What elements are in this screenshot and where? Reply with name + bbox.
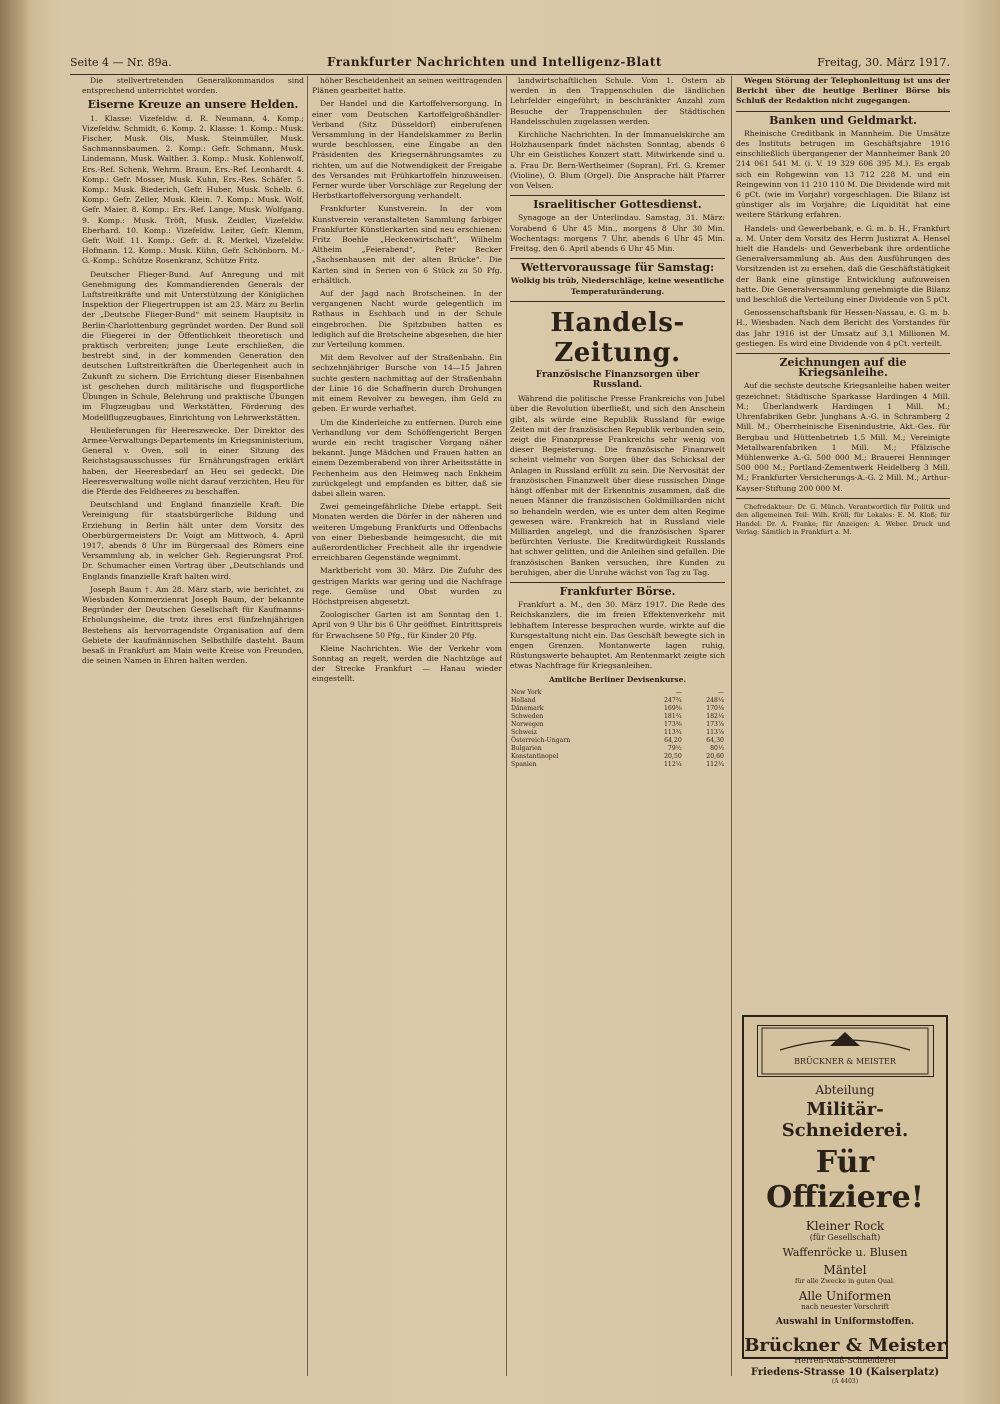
ad-line: Alle Uniformen — [798, 1289, 892, 1303]
table-row — [510, 745, 725, 753]
table-cell: Bulgarien — [511, 744, 542, 752]
table-cell: New York — [511, 688, 542, 696]
article-paragraph: Frankfurter Kunstverein. In der vom Kunstverein veranstalteten Sammlung farbiger Frankfurter Künstlerkarten sind neu erschienen: Fritz Boehle „Heckenwirtschaft“, Wilhelm Altheim „Feierabend“, Peter Becker „Sachsenhausen mit der alten Brücke“. Die Karten sind in Serien von 6 Stück zu 50 Pfg. erhältlich. — [312, 204, 502, 285]
table-cell: Konstantinopel — [511, 752, 559, 760]
weather-heading: Wettervoraussage für Samstag: — [520, 261, 715, 275]
column-rule — [506, 76, 507, 1376]
ad-address: Friedens-Strasse 10 (Kaiserplatz) — [750, 1367, 940, 1378]
section-divider — [510, 258, 725, 259]
table-cell: 170⅛ — [706, 704, 724, 712]
table-cell: 173⅜ — [663, 720, 682, 728]
ad-line: Abteilung — [815, 1083, 875, 1097]
crest-icon — [760, 1026, 930, 1076]
column-rule — [307, 76, 308, 1376]
table-cell: — — [675, 688, 682, 696]
table-cell: Holland — [511, 696, 536, 704]
column-3 — [510, 76, 725, 1376]
ad-line: Herren-Maß-Schneiderei — [794, 1356, 896, 1365]
column-rule — [731, 76, 732, 1376]
table-cell: 169⅝ — [663, 704, 682, 712]
ad-line: Auswahl in Uniformstoffen. — [775, 1317, 915, 1327]
article-paragraph: Der Handel und die Kartoffelversorgung. In einer vom Deutschen Kartoffelgroßhändler-Verband (Sitz Düsseldorf) einberufenen Versammlung in der Handelskammer zu Berlin wurde beschlossen, eine Eingabe an den Präsidenten des Kriegsernährungsamtes zu richten, um auf die Notwendigkeit der Freigabe des Versandes mit Frühkartoffeln hinzuweisen. Ferner wurde über Vorschläge zur Regelung der Herbstkartoffelversorgung verhandelt. — [312, 99, 502, 201]
article-heading: Eiserne Kreuze an unsere Helden. — [87, 98, 299, 112]
table-cell: 182¼ — [706, 712, 724, 720]
article-heading: Israelitischer Gottesdienst. — [533, 198, 702, 212]
article-paragraph: Heulieferungen für Heereszwecke. Der Direktor des Armee-Verwaltungs-Departements im Kriegsministerium, General v. Oven, soll in einer Sitzung des Reichstagsausschusses für Ernährungsfragen erklärt haben, der Heeresbedarf an Heu sei gedeckt. Die Heeresverwaltung wolle nicht darauf verzichten, Heu für die Pferde des Feldheeres zu beschaffen. — [82, 425, 304, 496]
article-paragraph: Frankfurt a. M., den 30. März 1917. Die Rede des Reichskanzlers, die im freien Effektenverkehr mit lebhaftem Interesse besprochen wurde, wirkte auf die Kursgestaltung nicht ein. Das Geschäft bewegte sich in engen Grenzen. Montanwerte lagen ruhig, Rüstungswerte behauptet. Am Rentenmarkt zeigte sich etwas Nachfrage für Kriegsanleihen. — [510, 600, 725, 671]
section-divider — [510, 301, 725, 302]
article-paragraph: Auf die sechste deutsche Kriegsanleihe haben weiter gezeichnet: Städtische Sparkasse Hardingen 4 Mill. M.; Überlandwerk Hardingen 1 Mill. M.; Uhrenfabriken Gebr. Junghans A.-G. in Schramberg 2 Mill. M.; Oberrheinische Eisenindustrie, Akt.-Ges. für Bergbau und Hüttenbetrieb 1,5 Mill. M.; Vereinigte Metallwarenfabriken 1 Mill. M.; Pfälzische Mühlenwerke A.-G. 500 000 M.; Brauerei Henninger 500 000 M.; Portland-Zementwerk Heidelberg 3 Mill. M.; Frankfurter Versicherungs-A.-G. 2 Mill. M.; Arthur-Kayser-Stiftung 200 000 M. — [736, 381, 950, 493]
column-1 — [82, 76, 304, 1376]
article-paragraph: Deutschland und England finanzielle Kraft. Die Vereinigung für staatsbürgerliche Bildung und Erziehung in Berlin hält unter dem Vorsitz des Oberbürgermeisters Dr. Voigt am Mittwoch, 4. April 1917, abends 8 Uhr im Bürgersaal des Römers eine Versammlung ab, in welcher Geh. Regierungsrat Prof. Dr. Schumacher einen Vortrag über „Deutschlands und Englands finanzielle Kraft halten wird. — [82, 500, 304, 581]
table-cell: 20,50 — [664, 752, 682, 760]
table-cell: 113⅞ — [706, 728, 724, 736]
page-header — [70, 50, 950, 75]
table-row — [510, 721, 725, 729]
article-heading: Französische Finanzsorgen über Russland. — [535, 369, 700, 391]
table-row — [510, 753, 725, 761]
article-paragraph: Handels- und Gewerbebank, e. G. m. b. H., Frankfurt a. M. Unter dem Vorsitz des Herrn Justizrat A. Hensel hielt die Handels- und Gewerbebank ihre ordentliche Generalversammlung ab. Aus den Ausführungen des Vorsitzenden ist zu ersehen, daß die Geschäftstätigkeit der Bank eine günstige Entwicklung aufzuweisen hatte. Die Generalversammlung genehmigte die Bilanz und beschloß die Verteilung einer Dividende von 5 pCt. — [736, 223, 950, 305]
ad-line: für alle Zwecke in guten Qual. — [794, 1277, 896, 1285]
article-paragraph: Während die politische Presse Frankreichs von Jubel über die Revolution überfließt, und sich den Anschein gibt, als würde eine Republik Russland für ewige Zeiten mit der französischen Republik verbunden sein, zeigt die Finanzpresse Frankreichs sehr wenig von dieser Begeisterung. Die französische Finanzwelt scheint vielmehr von Sorgen über das Schicksal der Anlagen in Russland erfüllt zu sein. Die Nervosität der französischen Finanzwelt über diese russischen Dinge hängt offenbar mit der Erkenntnis zusammen, daß die neuen Männer die französischen Goldmilliarden nicht so behandeln werden, wie es unter dem alten Regime gewesen wäre. Frankreich hat in Russland viele Milliarden angelegt, und die französischen Sparer befürchten Verluste. Die Kreditwürdigkeit Russlands hat schwer gelitten, und die Anleihen sind gefallen. Die französischen Banken versuchen, ihre Kunden zu beruhigen, aber die Unruhe wächst von Tag zu Tag. — [510, 394, 725, 577]
table-cell: Spanien — [511, 760, 537, 768]
column-4 — [736, 76, 950, 876]
article-paragraph: Genossenschaftsbank für Hessen-Nassau, e. G. m. b. H., Wiesbaden. Nach dem Bericht des Vorstandes für das Jahr 1916 ist der Umsatz auf 3,1 Millionen M. gestiegen. Es wird eine Dividende von 4 pCt. verteilt. — [736, 308, 950, 348]
article-paragraph: Marktbericht vom 30. März. Die Zufuhr des gestrigen Markts war gering und die Nachfrage rege. Gemüse und Obst wurden zu Höchstpreisen abgesetzt. — [312, 566, 502, 606]
article-paragraph: Kirchliche Nachrichten. In der Immanuelskirche am Holzhausenpark findet nächsten Sonntag, abends 6 Uhr ein Geistliches Konzert statt. Mitwirkende sind u. a. Frau Dr. Bern-Wertheimer (Sopran), Frl. G. Kremer (Violine), O. Blum (Orgel). Die Ansprache hält Pfarrer von Velsen. — [510, 130, 725, 191]
table-cell: 112¼ — [663, 760, 682, 768]
table-cell: 247¾ — [663, 696, 682, 704]
ad-code: (A 4403) — [831, 1378, 859, 1385]
table-cell: 20,60 — [706, 752, 724, 760]
table-cell: Schweiz — [511, 728, 537, 736]
article-paragraph: Mit dem Revolver auf der Straßenbahn. Ein sechzehnjähriger Bursche von 14—15 Jahren suchte gestern nachmittag auf der Straßenbahn der Linie 16 die Schaffnerin durch Drohungen mit einem Revolver zu bewegen, ihm Geld zu geben. Er wurde verhaftet. — [312, 353, 502, 414]
article-paragraph: Rheinische Creditbank in Mannheim. Die Umsätze des Instituts betrugen im Geschäftsjahre 1916 einschließlich übergangener der Mannheimer Bank 20 214 061 541 M. (i. V. 19 329 606 395 M.). Es ergab sich ein Rohgewinn von 13 712 228 M. und ein Reingewinn von 11 210 110 M. Die Dividende wird mit 6 pCt. (wie im Vorjahr) vorgeschlagen. Die Bilanz ist günstiger als im Vorjahre; die Liquidität hat eine weitere Stärkung erfahren. — [736, 128, 950, 220]
column-2 — [312, 76, 502, 1376]
page-number: Seite 4 — Nr. 89a. — [70, 55, 172, 69]
table-cell: — — [717, 688, 724, 696]
table-row — [510, 705, 725, 713]
table-cell: Österreich-Ungarn — [511, 736, 571, 744]
table-row — [510, 729, 725, 737]
ad-line: nach neuester Vorschrift — [801, 1303, 889, 1311]
masthead-title: Frankfurter Nachrichten und Intelligenz-Blatt — [326, 55, 662, 69]
notice: Wegen Störung der Telephonleitung ist uns der Bericht über die heutige Berliner Börse bis Schluß der Redaktion nicht zugegangen. — [736, 76, 950, 106]
table-cell: 80½ — [710, 744, 724, 752]
table-row — [510, 689, 725, 697]
section-divider — [736, 111, 950, 112]
table-cell: 64,20 — [664, 736, 682, 744]
binding-spine — [0, 0, 30, 1404]
table-cell: 173⅞ — [706, 720, 724, 728]
section-divider — [736, 498, 950, 499]
exchange-rate-table — [510, 689, 725, 769]
table-cell: Schweden — [511, 712, 544, 720]
article-paragraph: Die stellvertretenden Generalkommandos sind entsprechend unterrichtet worden. — [82, 76, 304, 96]
table-row — [510, 697, 725, 705]
article-paragraph: Um die Kinderleiche zu entfernen. Durch eine Verhandlung vor dem Schöffengericht Bergen wurde ein recht tragischer Vorgang näher bekannt. Junge Mädchen und Frauen hatten an einem Dezemberabend von ihrer Arbeitsstätte in Fechenheim aus den Heimweg nach Enkheim zurückgelegt und empfanden es bitter, daß sie dabei allein waren. — [312, 417, 502, 498]
section-divider — [736, 353, 950, 354]
ad-line: Kleiner Rock — [805, 1219, 885, 1233]
table-row — [510, 713, 725, 721]
weather-forecast: Wolkig bis trüb, Niederschläge, keine wesentliche Temperaturänderung. — [510, 276, 725, 296]
table-cell: 181¾ — [663, 712, 682, 720]
section-title-handelszeitung: Handels-Zeitung. — [550, 307, 685, 368]
ad-line: Mäntel — [823, 1263, 867, 1277]
table-title: Amtliche Berliner Devisenkurse. — [548, 674, 686, 684]
ad-company-name: Brückner & Meister — [744, 1335, 946, 1356]
table-cell: 64,30 — [706, 736, 724, 744]
table-cell: Norwegen — [511, 720, 544, 728]
section-divider — [510, 195, 725, 196]
table-row — [510, 737, 725, 745]
article-paragraph: landwirtschaftlichen Schule. Vom 1. Ostern ab werden in den Trappenschulen die ländlichen Lehrfelder eingeführt; in beschränkter Anzahl zum Besuche der Trappenschulen der Städtischen Handelsschulen zugelassen werden. — [510, 76, 725, 126]
issue-date: Freitag, 30. März 1917. — [817, 55, 950, 69]
table-cell: 79½ — [667, 744, 682, 752]
section-divider — [510, 582, 725, 583]
article-heading: Banken und Geldmarkt. — [769, 113, 917, 127]
article-paragraph: Zwei gemeingefährliche Diebe ertappt. Seit Monaten werden die Dörfer in der näheren und weiteren Umgebung Frankfurts und Offenbachs von einer Diebesbande heimgesucht, die mit außerordentlicher Frechheit alle ihr irgendwie erreichbaren Gegenstände wegnimmt. — [312, 502, 502, 563]
article-heading: Frankfurter Börse. — [559, 584, 676, 598]
ad-emblem-text: BRÜCKNER & MEISTER — [794, 1057, 896, 1066]
article-paragraph: höher Bescheidenheit an seinen weittragenden Plänen gearbeitet hatte. — [312, 76, 502, 96]
table-row — [510, 761, 725, 769]
article-paragraph: Kleine Nachrichten. Wie der Verkehr vom Sonntag an regelt, werden die Nachtzüge auf der Strecke Frankfurt — Hanau wieder eingestellt. — [312, 643, 502, 684]
imprint: Chefredakteur: Dr. G. Münch. Verantwortlich für Politik und den allgemeinen Teil: Wilh. Kröll; für Lokales: E. M. Kloß; für Handel: Dr. A. Franke; für Anzeigen: A. Weber. Druck und Verlag: Sämtlich in Frankfurt a. M. — [736, 502, 950, 537]
table-cell: 113¾ — [663, 728, 682, 736]
table-cell: Dänemark — [511, 704, 544, 712]
ad-emblem — [757, 1025, 934, 1077]
ad-headline: Für Offiziere! — [766, 1145, 924, 1215]
article-paragraph: Zoologischer Garten ist am Sonntag den 1. April von 9 Uhr bis 6 Uhr geöffnet. Eintrittspreis für Erwachsene 50 Pfg., für Kinder 20 Pfg. — [312, 610, 502, 640]
ad-line: Waffenröcke u. Blusen — [782, 1246, 908, 1259]
article-paragraph: Deutscher Flieger-Bund. Auf Anregung und mit Genehmigung des Kommandierenden Generals der Luftstreitkräfte und mit Unterstützung der Königlichen Inspektion der Fliegertruppen ist am 23. März zu Berlin der „Deutsche Flieger-Bund“ mit seinem Hauptsitz in Berlin-Charlottenburg gegründet worden. Der Bund soll die Fliegerei in der Öffentlichkeit theoretisch und praktisch verbreiten; junge Leute erschließen, die bestrebt sind, in der kommenden Generation den deutschen Luftstreitkräften die Überlegenheit auch in Zukunft zu sichern. Die Errichtung dieser Eisenbahnen ist geschehen durch militärische und flugsportliche Übungen in Schule, Belehrung und praktische Übungen im Flugzeugbau und Werkstätten, Förderung des Modellflugzeugbaues, Einrichtung von Lehrwerkstätten. — [82, 269, 304, 422]
table-cell: 248¼ — [706, 696, 724, 704]
article-paragraph: Synagoge an der Unterlindau. Samstag, 31. März: Vorabend 6 Uhr 45 Min., morgens 8 Uhr 30 Min. Wochentags: morgens 7 Uhr, abends 6 Uhr 45 Min. Freitag, den 6. April abends 6 Uhr 45 Min. — [510, 213, 725, 254]
table-cell: 112¾ — [706, 760, 724, 768]
ad-line: (für Gesellschaft) — [809, 1233, 881, 1242]
article-heading: Zeichnungen auf die Kriegsanleihe. — [779, 356, 907, 380]
article-paragraph: Auf der Jagd nach Brotscheinen. In der vergangenen Nacht wurde gelegentlich im Rathaus in Eschbach und in der Schule eingebrochen. Die Spitzbuben hatten es lediglich auf die Brotscheine abgesehen, die hier zur Verteilung kommen. — [312, 289, 502, 350]
ad-line: Militär-Schneiderei. — [781, 1099, 909, 1141]
article-paragraph: Joseph Baum †. Am 28. März starb, wie berichtet, zu Wiesbaden Kommerzienrat Joseph Baum, der bekannte Begründer der Deutschen Gesellschaft für Kaufmanns-Erholungsheime, die trotz ihres erst fünfzehnjährigen Bestehens als hervorragendste Organisation auf dem Gebiete der kaufmännischen Selbsthilfe dasteht. Baum besaß in Frankfurt am Main weite Kreise von Freunden, die seinen Namen in Ehren halten werden. — [82, 584, 304, 666]
advertisement-brueckner-meister — [742, 1015, 948, 1385]
article-paragraph: 1. Klasse: Vizefeldw. d. R. Neumann, 4. Komp.; Vizefeldw. Schmidt, 6. Komp. 2. Klasse: 1. Komp.: Musk. Fischer, Musk. Ols, Musk. Steinmüller, Musk. Sachmannsbaumen. 2. Komp.: Gefr. Schmann, Musk. Lindemann, Musk. Walther. 3. Komp.: Musk. Kohlenwolf, Ers.-Ref. Schenk, Wehrm. Braun, Ers.-Ref. Leonhardt. 4. Komp.: Gefr. Mosser, Musk. Kuhn, Ers.-Res. Schäfer. 5. Komp.: Musk. Biederich, Gefr. Huber, Musk. Schelb. 6. Komp.: Gefr. Zeller, Musk. Klein. 7. Komp.: Musk. Wolf, Gefr. Maier. 8. Komp.: Ers.-Ref. Lange, Musk. Wolfgang. 9. Komp.: Musk. Tröft, Musk. Zeidler, Vizefeldw. Eberhard. 10. Komp.: Vizefeldw. Leiter, Gefr. Klemm, Gefr. Wolf. 11. Komp.: Gefr. d. R. Merkel, Vizefeldw. Hofmann. 12. Komp.: Musk. Kühn, Gefr. Schönborn. M.-G.-Komp.: Schütze Rosenkranz, Schütze Fritz. — [82, 113, 304, 266]
